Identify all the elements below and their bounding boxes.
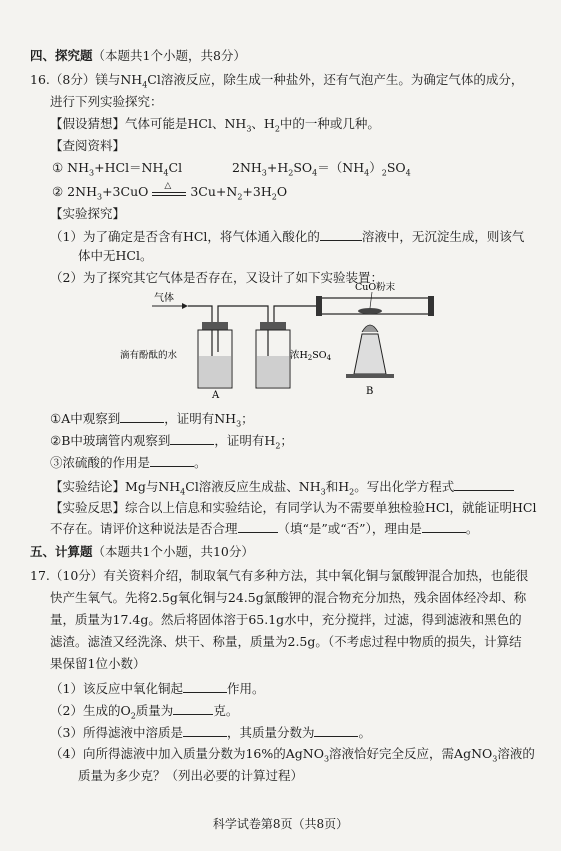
obs-1: ①A中观察到 ，证明有$NH_3$； (50, 411, 254, 429)
q17-line-1: 17.（10分）有关资料介绍，制取氧气有多种方法，其中氧化铜与氯酸钾混合加热，也能很 (30, 568, 529, 583)
conclusion: 【实验结论】Mg与$NH_4Cl$溶液反应生成盐、$NH_3$和$H_2$。写出化学方程式 (50, 478, 514, 495)
water-label: 滴有酚酞的水 (120, 350, 178, 361)
q17-sub-4-cont: 质量为多少克？（列出必要的计算过程） (78, 768, 304, 783)
cuo-label: CuO粉末 (355, 282, 396, 293)
bottle-a-label: A (212, 390, 220, 401)
experiment-label: 【实验探究】 (50, 206, 126, 221)
bottle-acid-stopper (260, 322, 286, 330)
q17-line-4: 滤渣。滤渣又经洗涤、烘干、称量，质量为2.5g。（不考虑过程中物质的损失，计算结 (50, 634, 522, 649)
q17-line-3: 量，质量为17.4g。然后将固体溶于65.1g水中，充分搅拌，过滤，得到滤液和黑色的 (50, 612, 522, 627)
q17-sub-4: （4）向所得滤液中加入质量分数为16%的AgNO$_3$溶液恰好完全反应，需AgNO$_3$溶液的 (50, 746, 535, 764)
alcohol-lamp (354, 334, 386, 374)
q17-sub-2: （2）生成的$O_2$质量为 克。 (50, 703, 239, 721)
bottle-a-stopper (202, 322, 228, 330)
equation-3: ② $2NH_3+3CuO$ △ $3Cu+N_2+3H_2O$ (52, 181, 288, 202)
burner-label: B (366, 386, 374, 397)
q17-sub-1: （1）该反应中氧化铜起 作用。 (50, 681, 265, 696)
q16-stem: 16.（8分）镁与$NH_4Cl$溶液反应，除生成一种盐外，还有气泡产生。为确定气体的成分， (30, 72, 524, 90)
part-1: （1）为了确定是否含有HCl，将气体通入酸化的 溶液中，无沉淀生成，则该气 (50, 229, 525, 244)
acid-label: 浓$H_2SO_4$ (290, 350, 332, 362)
obs-2: ②B中玻璃管内观察到 ，证明有$H_2$； (50, 433, 293, 451)
reflection: 【实验反思】综合以上信息和实验结论，有同学认为不需要单独检验HCl，就能证明HCl (50, 500, 537, 515)
part-2: （2）为了探究其它气体是否存在，又设计了如下实验装置： (50, 270, 383, 285)
apparatus-diagram (120, 282, 440, 401)
equation-1: ① $NH_3+HCl=NH_4Cl$ (52, 160, 183, 178)
cuo-powder (358, 308, 382, 314)
page-footer: 科学试卷第8页（共8页） (212, 817, 349, 831)
q16-stem-cont: 进行下列实验探究： (50, 94, 163, 109)
q17-sub-3: （3）所得滤液中溶质是 ，其质量分数为 。 (50, 725, 371, 740)
section-5-heading: 五、计算题（本题共1个小题，共10分） (30, 544, 254, 559)
reflection-cont: 不存在。请评价这种说法是否合理 （填“是”或“否”），理由是 。 (50, 521, 479, 536)
section-4-heading: 四、探究题（本题共1个小题，共8分） (30, 48, 246, 63)
equation-2: $2NH_3+H_2SO_4=(NH_4)_2SO_4$ (232, 160, 411, 178)
q17-line-5: 果保留1位小数） (50, 656, 146, 671)
obs-3: ③浓硫酸的作用是 。 (50, 455, 207, 470)
reference-label: 【查阅资料】 (50, 138, 126, 153)
q17-line-2: 快产生氧气。先将2.5g氧化铜与24.5g氯酸钾的混合物充分加热，残余固体经冷却、称 (50, 590, 527, 605)
gas-label: 气体 (154, 293, 174, 304)
part-1-cont: 体中无HCl。 (78, 248, 153, 263)
hypothesis: 【假设猜想】气体可能是HCl、$NH_3$、$H_2$中的一种或几种。 (50, 116, 380, 134)
